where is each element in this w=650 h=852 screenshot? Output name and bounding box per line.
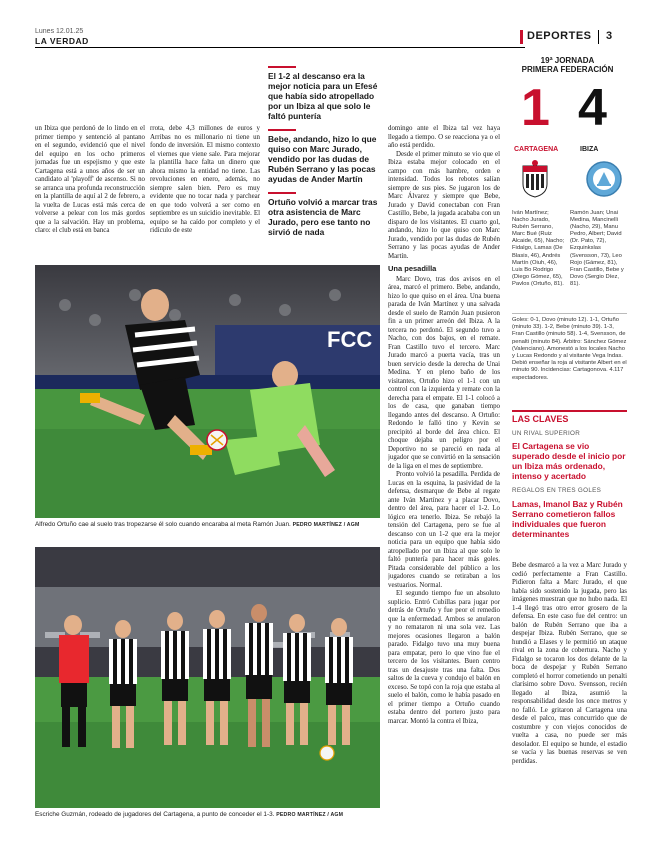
clave2-text: Lamas, Imanol Baz y Rubén Serrano cometieron fallos individuales que fueron determinantes <box>512 499 623 539</box>
home-lineup: Iván Martínez; Nacho Jurado, Rubén Serrano, Marc Bué (Ruiz Alcaide, 65), Nacho; Fidalgo, Lamas (De Blasis, 46), Andrés Martín (Oiuh, 46), Luis Bo Rodrigo (Diego Gómez, 65), Pavlos (Ortuño, 81). <box>512 210 565 287</box>
photo-bottom <box>35 547 380 808</box>
body-col1-top <box>35 125 145 260</box>
body-col2-top <box>150 125 260 260</box>
caption-text: Escriche Guzmán, rodeado de jugadores del Cartagena, a punto de conceder el 1-3. <box>35 811 275 818</box>
page-separator <box>598 30 599 44</box>
masthead-rule <box>35 47 525 48</box>
body-paragraph: Marc Dovo, tras dos avisos en el área, marcó el primero. Bebe, andando, hizo lo que quiso en el área. Una buena parada de Iván Martínez y una salvada desde el suelo de Ramón Juan pusieron fin a un primer arreón del Ibiza. A la tercera no perdonó. El segundo tuvo a Nacho, con dos bajos, en el remate. Fran Castillo tuvo el tercero. Marc Jurado marcó a puerta vacía, tras un buen servicio desde la derecha de Unai Medina. Y en pleno baño de los visitantes, Ortuño hizo el 1-1 con un control con la izquierda y remate con la derecha para el empate. El 1-1 colocó a los de casa, que ganaban tiempo llegando antes del descanso. A Ortuño: Redondo le falló tino y Kevin se precipitó al borde del área chico. El choque dejaba un peligro por el Deportivo no se pareció en nada al jugador que se convirtió en la sensación de la liga en el mes de septiembre. <box>388 275 500 470</box>
claves-rule <box>512 410 627 412</box>
clave1-kicker: UN RIVAL SUPERIOR <box>512 430 581 437</box>
away-team-name: IBIZA <box>580 146 599 153</box>
body-col3 <box>388 125 500 818</box>
cartagena-crest-icon <box>520 160 550 198</box>
photo-bottom-caption <box>35 811 380 818</box>
quote-rule <box>268 129 296 131</box>
breakout-lead: El 1-2 al descanso era la mejor noticia para un Efesé que había sido atropellado por un Ibiza al que solo le faltó puntería <box>268 71 378 121</box>
body-paragraph: Bebe desmarcó a la vez a Marc Jurado y cedió perfectamente a Fran Castillo. Pidieron falta a Marc Jurado, el que había sido sostenido la jugada, pero las imágenes muestran que no hubo nada. El 1-4 llegó tras otro error grosero de la defensa. En este caso fue del centro: un balón de Rubén Serrano que iba a despejar Ibiza. Rubén Serrano, que se hundió a Elases y le permitió un ataque rival en la zona de cobertura. Nacho y Fidalgo se tocaron los dos delante de la boca de despejar y Rubén Serrano completó el horror cometiendo un penalti clarísimo sobre Dovo. Svensson, recién llegado al Ibiza, asumió la responsabilidad desde los once metros y no falló. Le gritaron al Cartagena una desde el palco, mas concurrido que de costumbre y con viejos conocidos de vuelta a casa, no puede ser más desolador. El equipo se hunde, el estadio se vacía y las buenas reservas se ven perdidas. <box>512 562 627 765</box>
away-lineup: Ramón Juan; Unai Medina, Mancinelli (Nacho, 29), Manu Pedro, Albert; David (Dr. Pato, 72), Ezquinkslas (Svensson, 73), Leo Rojo (Gámez, 81), Fran Castillo, Bebe y Dovo (Sergio Díez, 81). <box>570 210 624 287</box>
home-team-name: CARTAGENA <box>514 146 559 153</box>
page-number: 3 <box>606 30 613 42</box>
body-paragraph: Desde el primer minuto se vio que el Ibiza estaba mejor colocado en el campo con más hambre, orden e intensidad. Todos los rebotes salían siempre de sus pies. Se jugaron los de Marc Álvarez y siempre que Bebe, Jurado y David conectaban con Fran Castillo, Bebe, la jugada acababa con un disparo de los visitantes. El cuarto gol, andando, hizo lo que quiso con Marc Jurado, vendido por las dudas de Rubén Serrano y las pocas ayudas de Ander Martín. <box>388 150 500 260</box>
photo-top <box>35 265 380 518</box>
section-label: DEPORTES <box>527 30 592 42</box>
quote-rule <box>268 192 296 194</box>
stadium-board-text: FCC <box>327 327 373 352</box>
match-round: 19ª JORNADA <box>540 56 595 65</box>
photo-credit: PEDRO MARTÍNEZ / AGM <box>292 522 360 528</box>
claves-heading: LAS CLAVES <box>512 414 569 424</box>
scoreboard <box>510 56 625 74</box>
away-score: 4 <box>578 79 607 137</box>
section-marker <box>520 30 523 44</box>
breakout-mid: Bebe, andando, hizo lo que quiso con Marc Jurado, vendido por las dudas de Rubén Serrano y las pocas ayudas de Ander Martín <box>268 134 377 184</box>
home-score: 1 <box>521 79 550 137</box>
match-league: PRIMERA FEDERACIÓN <box>521 65 614 74</box>
clave1-text: El Cartagena se vio superado desde el inicio por un Ibiza más ordenado, intenso y acertado <box>512 441 626 481</box>
breakout-bottom: Ortuño volvió a marcar tras otra asistencia de Marc Jurado, pero ese tanto no sirvió de nada <box>268 197 378 237</box>
body-paragraph: Pronto volvió la pesadilla. Perdida de Lucas en la esquina, la pasividad de la defensa, desmarque de Bebe al regate ante Iván Martínez y a placar Dovo, dentro del área, para hacer el 1-2. Lo lógico era tenerlo. Ibiza. Se rebajó la tensión del Cartagena, pero se fue al descanso con un 1-2 que era la mejor noticia para un equipo que había sido atropellado por un Ibiza al que solo le faltó puntería para hacer más goles. Pitada considerable del público a los jugadores cuando se retiraban a los vestuarios. Normal. <box>388 471 500 589</box>
ibiza-crest-icon <box>585 160 623 198</box>
photo-credit: PEDRO MARTÍNEZ / AGM <box>276 812 344 818</box>
match-details: Goles: 0-1, Dovo (minuto 12). 1-1, Ortuño (minuto 33). 1-2, Bebe (minuto 39). 1-3, Fran Castillo (minuto 58). 1-4, Svensson, de penalti (minuto 84). Árbitro: Sánchez Gómez (Valenciano). Amonestó a los locales Nacho y Lucas Redondo y al visitante Vega Indas. Debió enseñar la roja al visitante Albert en el minuto 90. Incidencias: Cartagonova. 4.117 espectadores. <box>512 313 627 382</box>
subheading: Una pesadilla <box>388 264 437 273</box>
masthead-date: Lunes 12.01.25 <box>35 28 84 35</box>
body-paragraph: rrota, debe 4,3 millones de euros y Arribas no es millonario ni tiene un fondo de inversión. El mismo contexto el viernes que viene sale. Para mejorar la plantilla hace falta un dinero que ahora mismo la entidad no tiene. Las revoluciones en enero, además, no siempre salen bien. Pero es muy evidente que no tocar nada y parchear en que todo volverá a ser como en septiembre es un suicidio inevitable. El equipo se ha caído por completo y el ridículo de este <box>150 125 260 234</box>
body-paragraph: domingo ante el Ibiza tal vez haya llegado a tiempo. O se reacciona ya o el año está perdido. <box>388 125 500 149</box>
body-paragraph: El segundo tiempo fue un absoluto suplicio. Entró Cubillas para jugar por detrás de Ortuño y fue peor el remedio que la enfermedad. Ambos se anularon y no remataron ni una sola vez. Las mejores ocasiones llegaron a balón parado. Fidalgo tuvo una muy buena para empatar, pero lo que vino fue el tercero de los visitantes. Buen centro tras un desajuste tras una falta. Dos saltos de la cueva y condujo el balón en exceso. Se topó con la roja que estaba al suelo el balón, como le había pasado en el primer tiempo a Ortuño cuando estaba dentro del portero justo para marcar. Montó la contra el Ibiza, <box>388 590 500 725</box>
masthead-paper: LA VERDAD <box>35 36 89 46</box>
clave2-kicker: REGALOS EN TRES GOLES <box>512 487 602 494</box>
caption-text: Alfredo Ortuño cae al suelo tras tropezarse él solo cuando encaraba al meta Ramón Juan. <box>35 521 291 528</box>
photo-top-caption <box>35 521 380 528</box>
quote-rule <box>268 66 296 68</box>
body-paragraph: un Ibiza que perdonó de lo lindo en el primer tiempo y sentenció al pantano en el segundo, evidenció que el nivel del equipo en los ocho primeros jornadas fue un espejismo y que este Cartagena está a unos años de ser un candidato al 'playoff' de ascenso. Si no se arranca una profunda reconstrucción en la plantilla de aquí al 2 de febrero, a la vuelta de Lucas está más cerca de volverse a pelear con los más gordos que a la salvación. Hay un problema, claro: el club está en banca <box>35 125 145 234</box>
breakout-quotes <box>268 66 380 237</box>
body-col4 <box>512 562 627 820</box>
